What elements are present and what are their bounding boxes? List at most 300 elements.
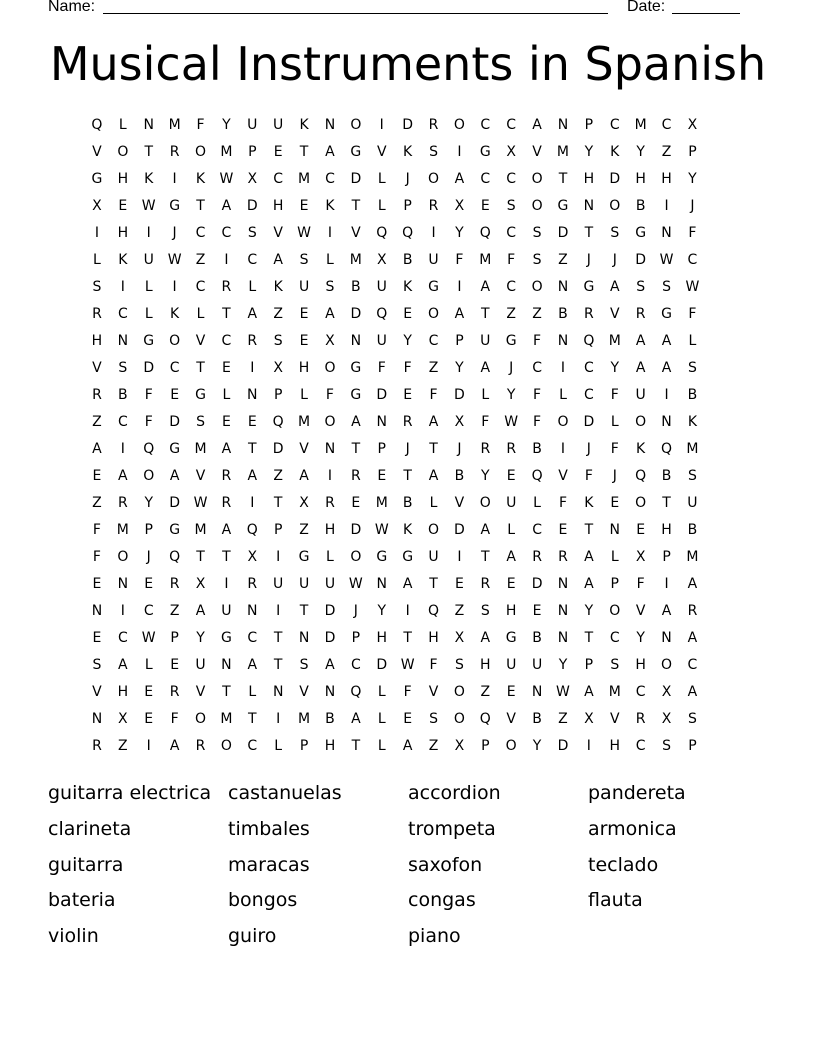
grid-letter: I <box>664 387 669 403</box>
grid-row <box>84 463 732 490</box>
grid-letter: X <box>661 711 672 727</box>
grid-letter: L <box>481 387 490 403</box>
grid-letter: L <box>93 252 101 268</box>
grid-letter: W <box>141 630 156 646</box>
grid-letter: H <box>428 630 439 646</box>
grid-letter: P <box>170 630 179 646</box>
grid-letter: L <box>144 657 153 673</box>
grid-letter: R <box>195 738 206 754</box>
grid-letter: O <box>531 171 543 187</box>
grid-letter: O <box>169 333 181 349</box>
grid-letter: G <box>220 630 232 646</box>
grid-letter: Q <box>272 414 284 430</box>
grid-letter: U <box>428 252 439 268</box>
grid-letter: O <box>609 198 621 214</box>
grid-letter: Z <box>480 684 491 700</box>
word-bank-item: guitarra electrica <box>48 782 212 804</box>
grid-letter: I <box>276 711 281 727</box>
grid-letter: O <box>453 711 465 727</box>
grid-letter: Z <box>273 468 283 484</box>
grid-letter: A <box>325 657 335 673</box>
grid-letter: P <box>584 657 594 673</box>
grid-letter: C <box>635 738 646 754</box>
grid-letter: D <box>350 522 362 538</box>
grid-letter: F <box>403 684 412 700</box>
grid-letter: U <box>428 549 439 565</box>
grid-letter: F <box>325 387 334 403</box>
grid-letter: F <box>584 468 593 484</box>
word-bank-item: violin <box>48 925 99 948</box>
word-bank-item: bongos <box>228 889 298 912</box>
grid-letter: E <box>377 468 387 484</box>
grid-letter: U <box>143 252 154 268</box>
grid-letter: L <box>118 117 127 133</box>
grid-letter: X <box>299 495 309 511</box>
grid-letter: F <box>533 387 542 403</box>
grid-letter: H <box>609 738 621 754</box>
grid-letter: K <box>118 252 128 268</box>
grid-row <box>84 166 732 193</box>
grid-letter: C <box>506 171 517 187</box>
grid-letter: S <box>325 279 335 295</box>
grid-letter: I <box>457 279 462 295</box>
grid-letter: B <box>325 711 335 727</box>
grid-letter: X <box>687 117 698 133</box>
grid-letter: W <box>556 684 570 700</box>
word-bank-item: maracas <box>228 853 310 876</box>
grid-letter: F <box>481 414 490 430</box>
grid-letter: Y <box>455 360 464 376</box>
grid-letter: Z <box>92 495 102 511</box>
word-bank-item: timbales <box>228 817 310 840</box>
grid-letter: F <box>144 387 153 403</box>
grid-letter: X <box>454 198 465 214</box>
grid-letter: I <box>120 279 125 295</box>
grid-letter: U <box>635 387 646 403</box>
grid-letter: I <box>457 144 462 160</box>
grid-letter: D <box>557 225 569 241</box>
grid-letter: M <box>608 333 621 349</box>
grid-letter: C <box>247 738 258 754</box>
grid-letter: U <box>273 117 284 133</box>
grid-letter: T <box>222 549 231 565</box>
grid-letter: C <box>532 522 542 538</box>
grid-letter: C <box>117 306 128 322</box>
grid-letter: X <box>506 144 516 160</box>
grid-row <box>84 706 732 733</box>
grid-letter: O <box>428 171 440 187</box>
grid-letter: T <box>196 549 205 565</box>
grid-letter: M <box>194 522 207 538</box>
grid-letter: T <box>351 198 361 214</box>
grid-letter: U <box>298 576 310 592</box>
grid-letter: C <box>583 387 594 403</box>
date-label: Date: <box>627 0 666 15</box>
grid-letter: S <box>273 333 283 349</box>
grid-letter: N <box>247 603 258 619</box>
grid-letter: O <box>635 414 647 430</box>
grid-letter: Y <box>558 657 568 673</box>
grid-letter: E <box>247 414 257 430</box>
grid-letter: Z <box>428 360 439 376</box>
grid-letter: A <box>428 468 439 484</box>
grid-letter: L <box>300 387 308 403</box>
grid-letter: O <box>324 360 336 376</box>
grid-letter: B <box>454 468 465 484</box>
grid-letter: O <box>143 468 155 484</box>
grid-letter: U <box>480 333 491 349</box>
grid-letter: A <box>584 549 594 565</box>
grid-letter: K <box>299 117 309 133</box>
grid-letter: I <box>224 252 229 268</box>
grid-letter: X <box>118 711 128 727</box>
grid-letter: D <box>609 171 621 187</box>
grid-letter: X <box>247 549 258 565</box>
word-bank-item: teclado <box>588 853 659 876</box>
grid-letter: T <box>351 738 361 754</box>
grid-letter: T <box>196 198 205 214</box>
grid-letter: W <box>685 279 700 295</box>
grid-letter: L <box>507 522 516 538</box>
grid-letter: X <box>273 360 283 376</box>
grid-letter: G <box>505 630 517 646</box>
grid-letter: M <box>686 549 699 565</box>
grid-letter: X <box>195 576 206 592</box>
grid-letter: V <box>609 306 620 322</box>
grid-letter: K <box>636 441 646 457</box>
grid-letter: C <box>195 279 206 295</box>
grid-letter: J <box>586 252 591 268</box>
grid-letter: G <box>143 333 155 349</box>
grid-letter: D <box>143 360 155 376</box>
grid-letter: M <box>375 495 388 511</box>
grid-letter: I <box>146 225 151 241</box>
grid-letter: N <box>661 630 672 646</box>
grid-letter: N <box>117 333 129 349</box>
grid-letter: I <box>120 441 125 457</box>
grid-letter: X <box>376 252 387 268</box>
grid-letter: D <box>324 603 336 619</box>
grid-letter: K <box>687 414 698 430</box>
grid-letter: W <box>659 252 674 268</box>
grid-letter: A <box>532 117 542 133</box>
grid-letter: S <box>610 225 620 241</box>
grid-letter: A <box>325 144 335 160</box>
word-bank-item: castanuelas <box>228 782 342 804</box>
grid-letter: R <box>506 441 517 457</box>
grid-letter: C <box>247 630 258 646</box>
grid-letter: N <box>324 117 336 133</box>
grid-letter: J <box>172 225 177 241</box>
word-bank-item: guiro <box>228 925 277 948</box>
grid-letter: R <box>402 414 413 430</box>
grid-letter: U <box>506 657 517 673</box>
grid-letter: L <box>377 171 386 187</box>
grid-letter: A <box>118 657 128 673</box>
grid-letter: E <box>351 495 361 511</box>
grid-row <box>84 625 732 652</box>
grid-letter: D <box>272 441 284 457</box>
grid-letter: S <box>687 468 697 484</box>
grid-letter: E <box>636 522 646 538</box>
grid-letter: W <box>219 171 234 187</box>
grid-letter: C <box>609 630 620 646</box>
grid-letter: C <box>687 252 698 268</box>
grid-letter: X <box>454 414 465 430</box>
grid-letter: Q <box>376 306 388 322</box>
grid-letter: H <box>117 171 129 187</box>
grid-letter: H <box>661 522 672 538</box>
grid-letter: C <box>532 360 542 376</box>
grid-letter: P <box>403 198 412 214</box>
grid-letter: D <box>169 414 180 430</box>
grid-letter: O <box>324 414 336 430</box>
grid-letter: E <box>170 387 180 403</box>
grid-letter: G <box>169 441 181 457</box>
grid-letter: P <box>481 738 490 754</box>
grid-letter: O <box>479 495 491 511</box>
grid-letter: G <box>505 333 517 349</box>
grid-letter: M <box>608 684 621 700</box>
grid-letter: E <box>506 468 516 484</box>
grid-letter: H <box>661 171 672 187</box>
grid-letter: E <box>144 711 154 727</box>
grid-letter: A <box>402 576 413 592</box>
grid-letter: B <box>635 198 646 214</box>
grid-letter: D <box>557 738 569 754</box>
grid-letter: A <box>351 414 361 430</box>
grid-letter: Q <box>91 117 103 133</box>
grid-letter: S <box>196 414 205 430</box>
grid-letter: R <box>92 738 102 754</box>
grid-letter: A <box>506 549 516 565</box>
grid-letter: L <box>377 738 386 754</box>
grid-row <box>84 193 732 220</box>
grid-letter: L <box>377 711 386 727</box>
grid-letter: Z <box>118 738 128 754</box>
grid-letter: Z <box>299 522 309 538</box>
grid-letter: G <box>583 279 595 295</box>
grid-letter: U <box>376 279 387 295</box>
grid-letter: Y <box>403 333 412 349</box>
grid-letter: M <box>298 414 311 430</box>
grid-letter: E <box>299 333 309 349</box>
grid-letter: N <box>247 387 258 403</box>
grid-letter: Q <box>479 711 491 727</box>
grid-letter: H <box>324 738 336 754</box>
grid-row <box>84 517 732 544</box>
grid-letter: O <box>350 549 362 565</box>
grid-letter: P <box>273 387 283 403</box>
grid-letter: R <box>92 387 102 403</box>
grid-letter: T <box>481 306 490 322</box>
grid-letter: R <box>117 495 128 511</box>
grid-letter: I <box>560 441 566 457</box>
grid-letter: B <box>118 387 128 403</box>
grid-letter: E <box>403 306 413 322</box>
grid-letter: C <box>273 171 284 187</box>
grid-letter: D <box>454 387 465 403</box>
grid-letter: N <box>324 441 336 457</box>
grid-letter: Y <box>506 387 516 403</box>
grid-letter: L <box>533 495 541 511</box>
grid-letter: Q <box>350 684 362 700</box>
grid-letter: W <box>297 225 311 241</box>
grid-letter: Z <box>195 252 206 268</box>
grid-letter: H <box>117 684 129 700</box>
grid-letter: O <box>194 144 207 160</box>
grid-letter: A <box>325 306 335 322</box>
grid-letter: J <box>586 441 591 457</box>
grid-letter: E <box>221 414 231 430</box>
grid-letter: T <box>662 495 671 511</box>
grid-letter: I <box>146 738 151 754</box>
grid-letter: O <box>505 738 517 754</box>
grid-letter: I <box>276 549 281 565</box>
grid-letter: Q <box>661 441 673 457</box>
grid-letter: D <box>324 630 336 646</box>
word-bank-item: accordion <box>408 782 501 804</box>
grid-letter: A <box>687 684 698 700</box>
grid-letter: N <box>221 657 232 673</box>
grid-letter: F <box>377 360 386 376</box>
grid-letter: C <box>609 117 620 133</box>
grid-letter: C <box>506 279 517 295</box>
grid-letter: D <box>402 117 414 133</box>
grid-letter: E <box>92 630 102 646</box>
grid-letter: L <box>144 279 153 295</box>
grid-letter: N <box>298 630 310 646</box>
grid-letter: V <box>351 225 361 241</box>
grid-letter: U <box>687 495 698 511</box>
grid-letter: I <box>431 225 436 241</box>
grid-letter: H <box>505 603 517 619</box>
grid-letter: S <box>247 225 257 241</box>
grid-row <box>84 679 732 706</box>
grid-letter: V <box>92 144 102 160</box>
grid-letter: N <box>531 684 543 700</box>
grid-letter: S <box>92 657 102 673</box>
grid-letter: P <box>248 144 257 160</box>
grid-letter: A <box>661 333 672 349</box>
grid-letter: L <box>274 738 283 754</box>
grid-letter: B <box>402 252 413 268</box>
grid-letter: D <box>350 306 362 322</box>
grid-letter: X <box>454 738 465 754</box>
grid-letter: P <box>299 738 309 754</box>
grid-letter: B <box>687 387 698 403</box>
grid-row <box>84 274 732 301</box>
grid-letter: E <box>170 657 180 673</box>
grid-letter: O <box>117 144 129 160</box>
grid-letter: Y <box>481 468 490 484</box>
grid-letter: A <box>661 603 672 619</box>
grid-letter: L <box>429 495 438 511</box>
grid-letter: Z <box>454 603 465 619</box>
grid-letter: R <box>169 684 180 700</box>
grid-letter: W <box>193 495 208 511</box>
grid-letter: R <box>480 576 491 592</box>
grid-letter: L <box>248 279 257 295</box>
grid-letter: A <box>454 306 465 322</box>
grid-letter: H <box>272 198 284 214</box>
grid-letter: G <box>195 387 206 403</box>
grid-letter: F <box>507 252 516 268</box>
grid-letter: T <box>558 171 568 187</box>
grid-letter: Z <box>169 603 180 619</box>
grid-letter: I <box>276 603 281 619</box>
grid-letter: Z <box>428 738 439 754</box>
grid-letter: E <box>506 576 516 592</box>
grid-letter: W <box>504 414 519 430</box>
grid-letter: J <box>612 252 617 268</box>
grid-letter: T <box>144 144 153 160</box>
grid-letter: L <box>377 684 386 700</box>
grid-letter: S <box>429 711 438 727</box>
grid-letter: A <box>299 468 309 484</box>
grid-letter: A <box>480 630 491 646</box>
header <box>48 0 740 18</box>
grid-letter: A <box>687 576 698 592</box>
grid-letter: I <box>664 198 669 214</box>
grid-letter: A <box>169 738 180 754</box>
grid-letter: O <box>220 738 232 754</box>
grid-letter: N <box>91 603 103 619</box>
grid-letter: A <box>273 252 283 268</box>
grid-letter: I <box>224 576 229 592</box>
grid-letter: Y <box>584 603 594 619</box>
grid-letter: Q <box>402 225 414 241</box>
grid-letter: I <box>250 360 255 376</box>
grid-letter: H <box>117 225 129 241</box>
grid-letter: G <box>661 306 672 322</box>
grid-letter: K <box>273 279 283 295</box>
grid-letter: I <box>172 279 177 295</box>
grid-letter: F <box>429 387 438 403</box>
grid-letter: T <box>299 603 309 619</box>
grid-letter: W <box>400 657 415 673</box>
grid-letter: R <box>635 306 646 322</box>
grid-letter: T <box>273 657 283 673</box>
grid-letter: C <box>428 333 439 349</box>
grid-letter: V <box>428 684 439 700</box>
grid-letter: C <box>169 360 180 376</box>
grid-letter: A <box>195 603 206 619</box>
grid-letter: U <box>506 495 517 511</box>
grid-letter: A <box>584 684 594 700</box>
grid-letter: I <box>327 468 333 484</box>
grid-row <box>84 490 732 517</box>
grid-letter: Z <box>532 306 542 322</box>
grid-letter: A <box>247 657 258 673</box>
grid-letter: O <box>350 117 362 133</box>
grid-letter: C <box>480 117 491 133</box>
grid-letter: A <box>687 630 698 646</box>
grid-letter: L <box>326 549 334 565</box>
grid-letter: I <box>457 549 462 565</box>
grid-letter: S <box>636 279 646 295</box>
grid-letter: J <box>509 360 514 376</box>
grid-letter: E <box>532 603 542 619</box>
grid-letter: R <box>221 279 232 295</box>
grid-letter: K <box>325 198 335 214</box>
grid-letter: T <box>273 495 283 511</box>
grid-letter: E <box>454 576 464 592</box>
grid-letter: U <box>195 657 206 673</box>
grid-letter: F <box>688 225 697 241</box>
grid-letter: G <box>635 225 647 241</box>
grid-letter: R <box>92 306 102 322</box>
